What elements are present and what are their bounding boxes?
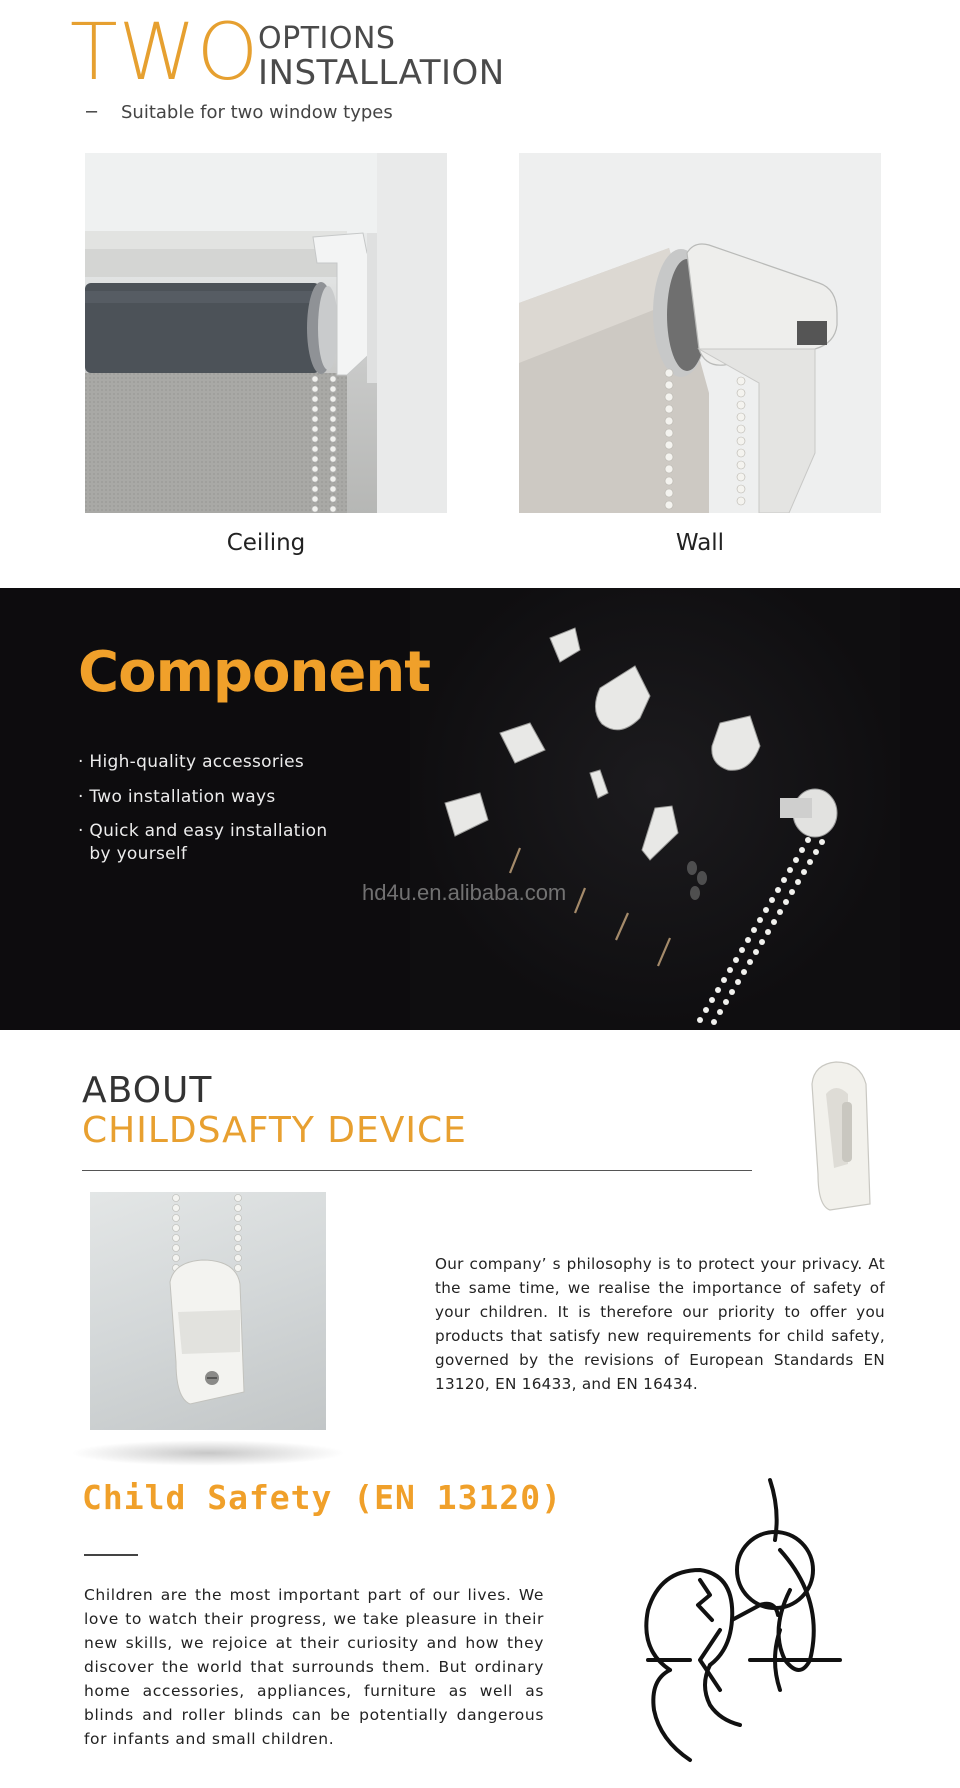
- bullet-easy-line1: · Quick and easy installation: [78, 821, 328, 841]
- children-paragraph: Children are the most important part of our lives. We love to watch their progress, we take pleasure in their new skills, we rejoice at their curiosity and how they discover the world that surrounds them. But ordinary home accessories, appliances, furniture as well as blinds and roller blinds can be potentially dangerous for infants and small children.: [84, 1586, 544, 1748]
- component-section: [0, 588, 960, 1030]
- photo-shadow: [70, 1440, 346, 1466]
- child-safety-illustration: [640, 1470, 900, 1770]
- child-safety-title: Child Safety (EN 13120): [82, 1478, 562, 1517]
- bullet-easy-installation: [78, 820, 327, 866]
- subtitle-dash: –: [86, 100, 98, 122]
- two-options-section: [0, 0, 960, 588]
- caption-ceiling: Ceiling: [226, 530, 306, 556]
- philosophy-paragraph: Our company’ s philosophy is to protect your privacy. At the same time, we realise the importance of safety of your children. It is therefore our priority to offer you products that satisfy new requirements for child safety, governed by the revisions of European Standards EN 13120, EN 16433, and EN 16434.: [435, 1255, 885, 1393]
- safety-clip-image: [800, 1054, 880, 1224]
- wall-mount-photo: [519, 153, 881, 513]
- about-section: [0, 1030, 960, 1788]
- components-photo: [410, 588, 900, 1030]
- bullet-easy-line2: by yourself: [78, 844, 188, 864]
- childsafety-device-heading: CHILDSAFTY DEVICE: [82, 1110, 467, 1151]
- heading-divider: [82, 1170, 752, 1171]
- ceiling-mount-photo: [85, 153, 447, 513]
- safety-device-photo: [90, 1192, 326, 1430]
- child-safety-divider: [84, 1554, 138, 1556]
- watermark: hd4u.en.alibaba.com: [362, 880, 567, 905]
- caption-wall: Wall: [675, 530, 725, 556]
- component-title: Component: [78, 640, 430, 705]
- bullet-installation-ways: · Two installation ways: [78, 787, 276, 807]
- options-heading-line1: OPTIONS: [258, 21, 396, 56]
- about-heading: ABOUT: [82, 1070, 213, 1111]
- two-heading: TWO: [70, 8, 260, 98]
- subtitle-text: Suitable for two window types: [121, 102, 393, 123]
- bullet-quality: · High-quality accessories: [78, 752, 305, 772]
- installation-heading-line2: INSTALLATION: [258, 53, 505, 93]
